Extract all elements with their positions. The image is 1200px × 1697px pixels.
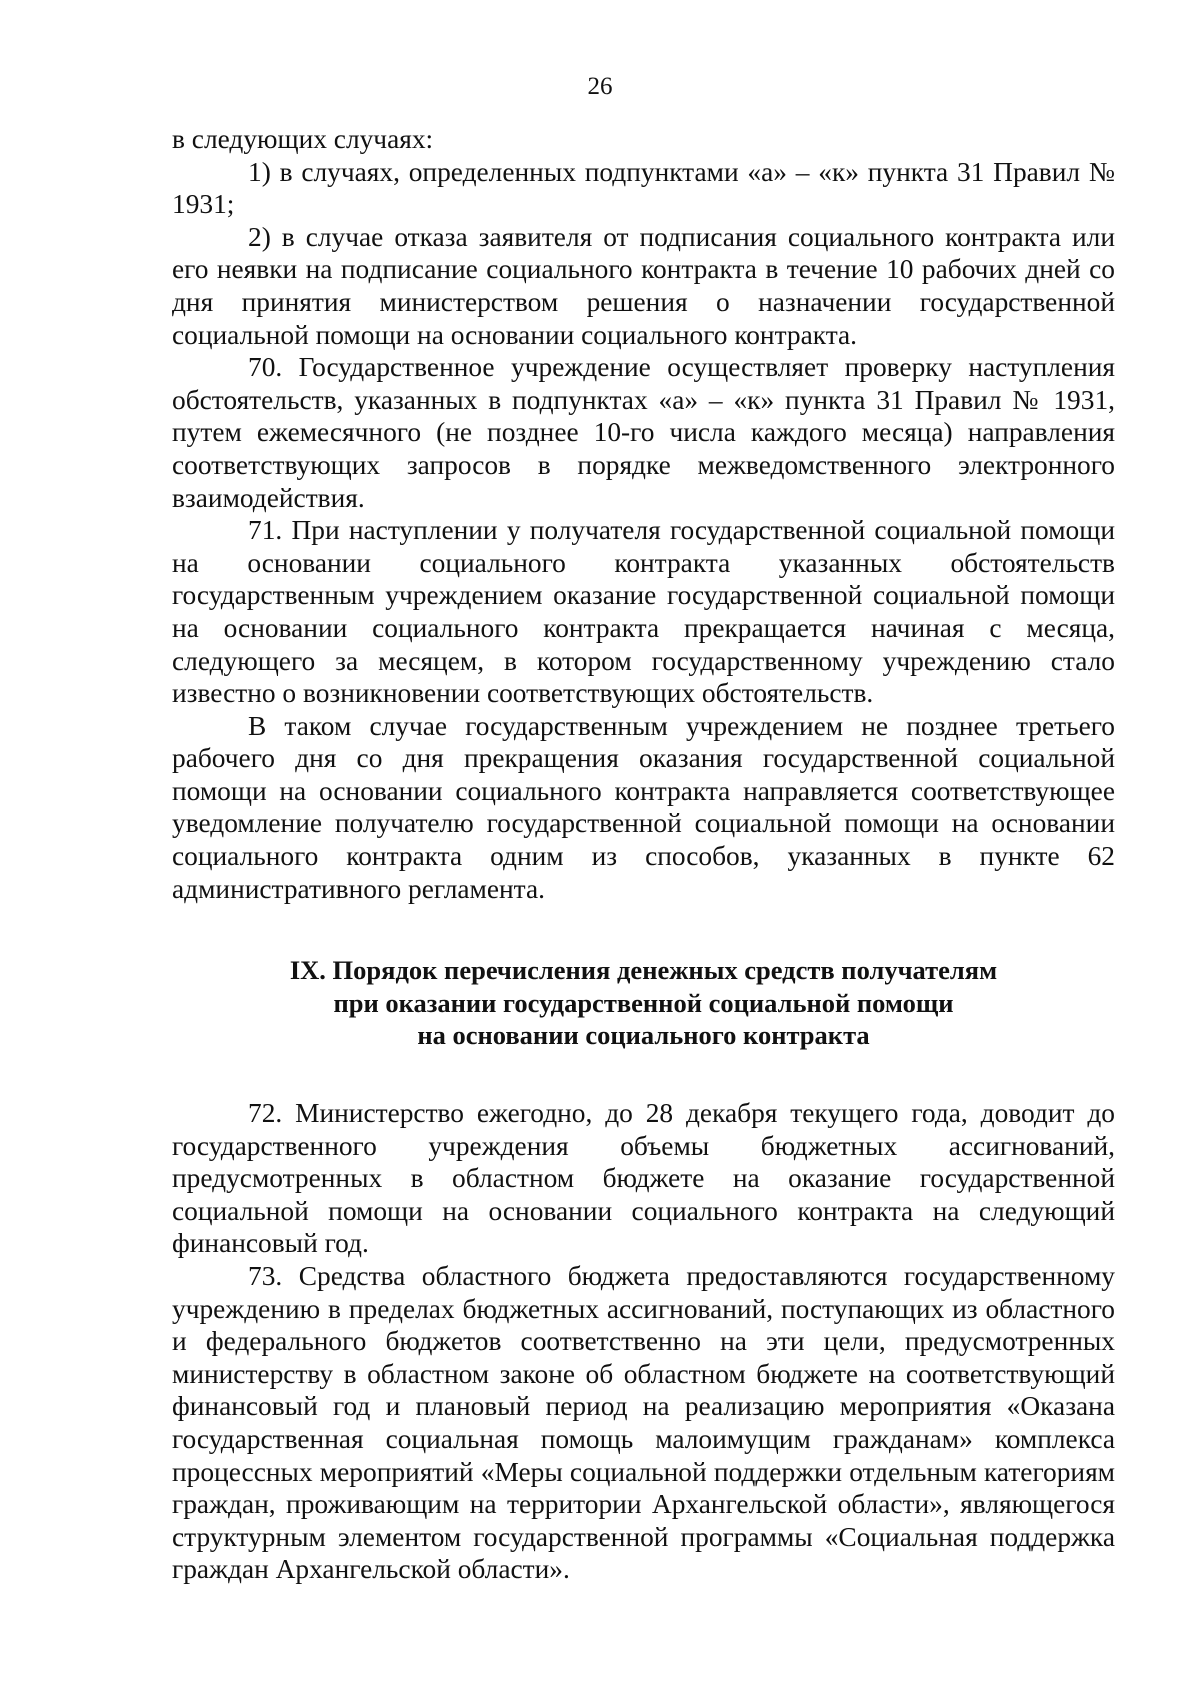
section-heading-line-1: IX. Порядок перечисления денежных средств получателям xyxy=(289,955,998,986)
paragraph-70: 70. Государственное учреждение осуществляет проверку наступления обстоятельств, указанных в подпунктах «а» – «к» пункта 31 Правил № 1931, путем ежемесячного (не позднее 10-го числа каждого месяца) направления соответствующих запросов в порядке межведомственного электронного взаимодействия. xyxy=(172,352,1115,513)
section-heading-line-3: на основании социального контракта xyxy=(417,1020,870,1051)
paragraph-72: 72. Министерство ежегодно, до 28 декабря текущего года, доводит до государственного учреждения объемы бюджетных ассигнований, предусмотренных в областном бюджете на оказание государственной социальной помощи на основании социального контракта на следующий финансовый год. xyxy=(172,1098,1115,1259)
document-body xyxy=(172,123,1115,1586)
page-number: 26 xyxy=(587,73,613,100)
paragraph-item-1: 1) в случаях, определенных подпунктами «а» – «к» пункта 31 Правил № 1931; xyxy=(172,156,1115,220)
section-heading-line-2: при оказании государственной социальной помощи xyxy=(333,987,954,1018)
paragraph-71-continuation: В таком случае государственным учреждением не позднее третьего рабочего дня со дня прекращения оказания государственной социальной помощи на основании социального контракта направляется соответствующее уведомление получателю государственной социальной помощи на основании социального контракта одним из способов, указанных в пункте 62 административного регламента. xyxy=(172,710,1115,904)
section-heading xyxy=(172,954,1115,1052)
paragraph-71: 71. При наступлении у получателя государственной социальной помощи на основании социального контракта указанных обстоятельств государственным учреждением оказание государственной социальной помощи на основании социального контракта прекращается начиная с месяца, следующего за месяцем, в котором государственному учреждению стало известно о возникновении соответствующих обстоятельств. xyxy=(172,515,1115,709)
paragraph-item-2: 2) в случае отказа заявителя от подписания социального контракта или его неявки на подписание социального контракта в течение 10 рабочих дней со дня принятия министерством решения о назначении государственной социальной помощи на основании социального контракта. xyxy=(172,221,1115,350)
paragraph-73: 73. Средства областного бюджета предоставляются государственному учреждению в пределах бюджетных ассигнований, поступающих из областного и федерального бюджетов соответственно на эти цели, предусмотренных министерству в областном законе об областном бюджете на соответствующий финансовый год и плановый период на реализацию мероприятия «Оказана государственная социальная помощь малоимущим гражданам» комплекса процессных мероприятий «Меры социальной поддержки отдельным категориям граждан, проживающим на территории Архангельской области», являющегося структурным элементом государственной программы «Социальная поддержка граждан Архангельской области». xyxy=(172,1261,1115,1585)
paragraph-intro: в следующих случаях: xyxy=(172,124,434,154)
